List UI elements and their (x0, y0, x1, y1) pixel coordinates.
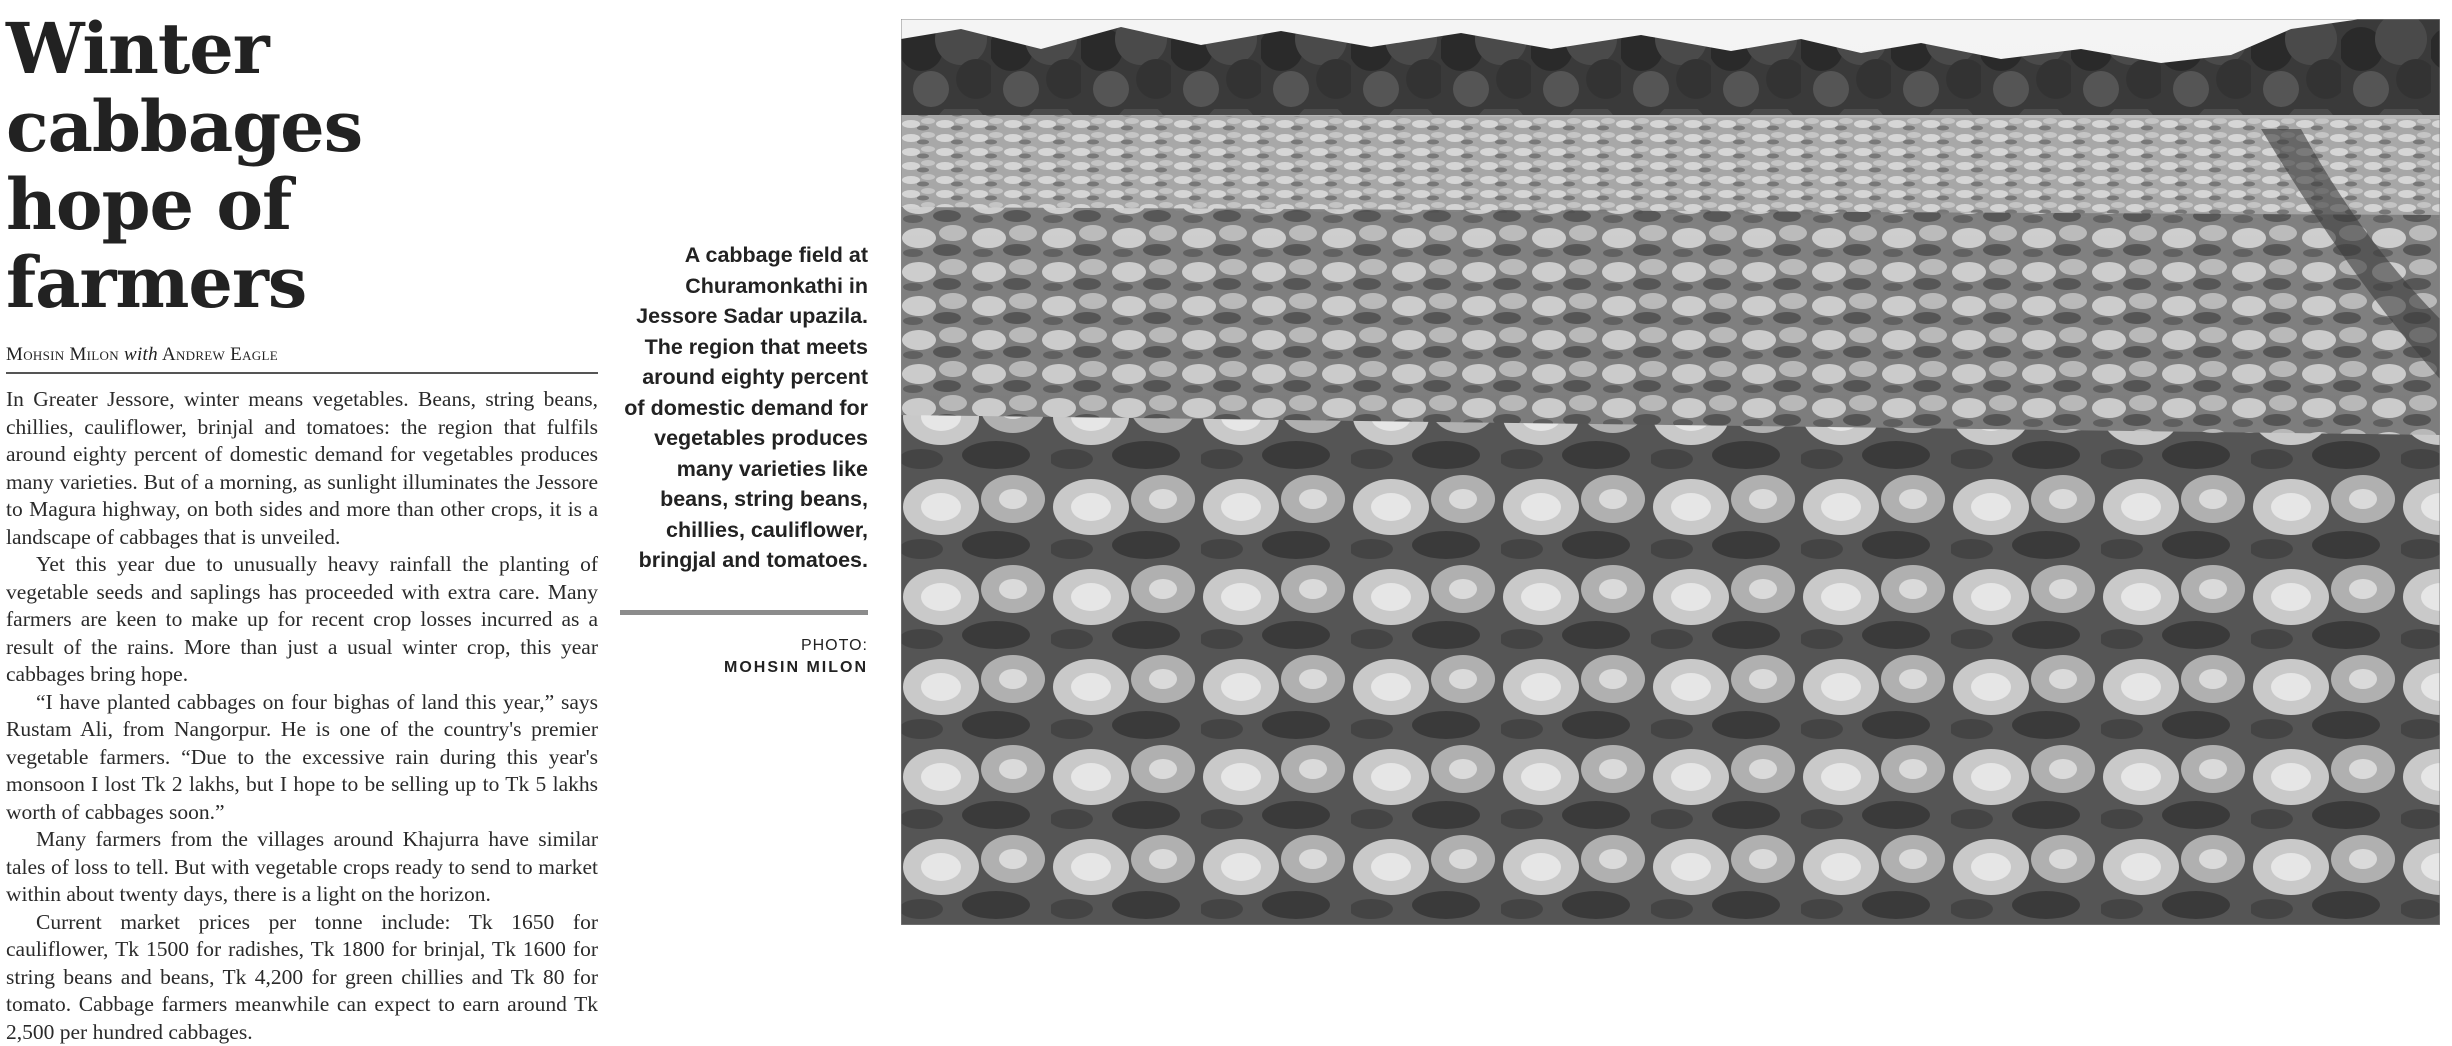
cabbage-field-photo (901, 19, 2440, 925)
byline-coauthor: Andrew Eagle (162, 344, 278, 365)
paragraph-5: Current market prices per tonne include: Tk 1650 for cauliflower, Tk 1500 for radishes, Tk 1800 for brinjal, Tk 1600 for string beans and beans, Tk 4,200 for green chillies and Tk 80 for tomato. Cabbage farmers meanwhile can expect to earn around Tk 2,500 per hundred cabbages. (6, 909, 598, 1046)
photo-credit-name: MOHSIN MILON (620, 657, 868, 679)
headline-line-2: hope of farmers (6, 163, 306, 324)
paragraph-4: Many farmers from the villages around Khajurra have similar tales of loss to tell. But with vegetable crops ready to send to market within about twenty days, there is a light on the horizon. (6, 826, 598, 909)
photo-credit (620, 635, 868, 679)
byline-author: Mohsin Milon (6, 344, 119, 365)
paragraph-2: Yet this year due to unusually heavy rainfall the planting of vegetable seeds and saplings has proceeded with extra care. Many farmers are keen to make up for recent crop losses incurred as a result of the rains. More than just a usual winter crop, this year cabbages bring hope. (6, 551, 598, 689)
paragraph-1: In Greater Jessore, winter means vegetables. Beans, string beans, chillies, cauliflower, brinjal and tomatoes: the region that fulfils around eighty percent of domestic demand for vegetables produces many varieties. But of a morning, as sunlight illuminates the Jessore to Magura highway, on both sides and more than other crops, it is a landscape of cabbages that is unveiled. (6, 386, 598, 551)
headline-line-1: Winter cabbages (6, 7, 362, 168)
photo-caption-column (620, 240, 868, 679)
headline (6, 10, 598, 322)
byline-connector: with (124, 344, 158, 365)
byline (6, 344, 598, 374)
caption-divider (620, 610, 868, 615)
photo-caption: A cabbage field at Churamonkathi in Jessore Sadar upazila. The region that meets around eighty percent of domestic demand for vegetables produces many varieties like beans, string beans, chillies, cauliflower, bringjal and tomatoes. (620, 240, 868, 576)
paragraph-3: “I have planted cabbages on four bighas of land this year,” says Rustam Ali, from Nangorpur. He is one of the country's premier vegetable farmers. “Due to the excessive rain during this year's monsoon I lost Tk 2 lakhs, but I hope to be selling up to Tk 5 lakhs worth of cabbages soon.” (6, 689, 598, 827)
photo-credit-label: PHOTO: (620, 635, 868, 657)
article (6, 10, 598, 945)
article-body (6, 386, 598, 1046)
cabbage-field-icon (901, 19, 2440, 925)
